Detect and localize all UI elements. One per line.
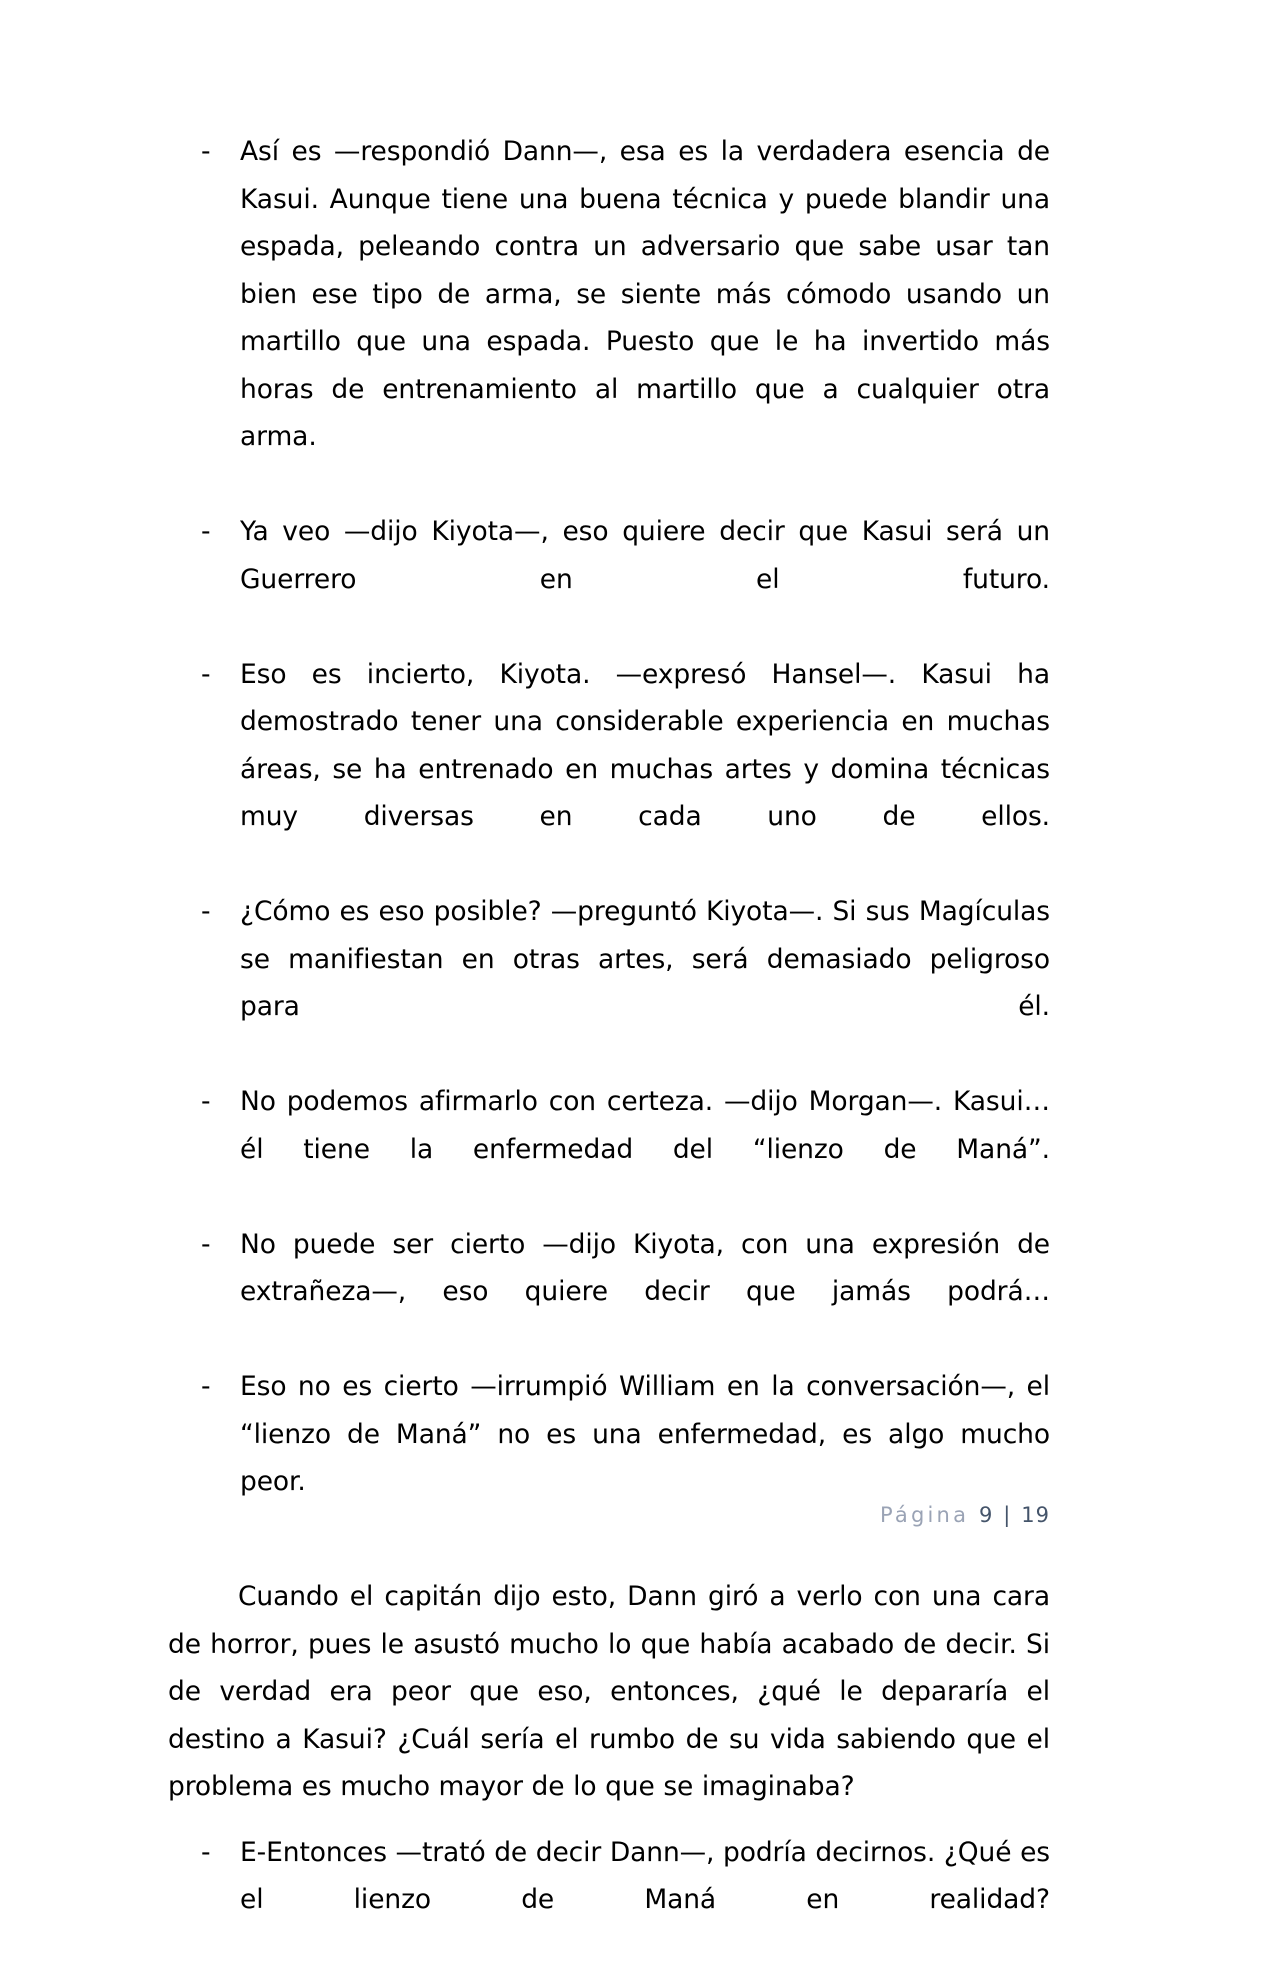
page-footer — [168, 1500, 1050, 1530]
footer-label: Página — [880, 1503, 969, 1527]
dialogue-text: E-Entonces —trató de decir Dann—, podría decirnos. ¿Qué es el lienzo de Maná en realidad? — [240, 1829, 1050, 1971]
list-item — [168, 888, 1050, 1078]
narrative-block — [168, 1573, 1050, 1811]
dialogue-text: Ya veo —dijo Kiyota—, eso quiere decir que Kasui será un Guerrero en el futuro. — [240, 508, 1050, 651]
dialogue-text: Así es —respondió Dann—, esa es la verdadera esencia de Kasui. Aunque tiene una buena técnica y puede blandir una espada, peleando contra un adversario que sabe usar tan bien ese tipo de arma, se siente más cómodo usando un martillo que una espada. Puesto que le ha invertido más horas de entrenamiento al martillo que a cualquier otra arma. — [240, 128, 1050, 508]
bullet-dash: - — [201, 128, 210, 176]
page-content — [168, 128, 1050, 1971]
paragraph: Cuando el capitán dijo esto, Dann giró a verlo con una cara de horror, pues le asustó mucho lo que había acabado de decir. Si de verdad era peor que eso, entonces, ¿qué le depararía el destino a Kasui? ¿Cuál sería el rumbo de su vida sabiendo que el problema es mucho mayor de lo que se imaginaba? — [168, 1573, 1050, 1811]
dialogue-list — [168, 128, 1050, 1553]
footer-current-page: 9 — [979, 1503, 993, 1527]
bullet-dash: - — [201, 1221, 210, 1269]
dialogue-text: Eso no es cierto —irrumpió William en la conversación—, el “lienzo de Maná” no es una enfermedad, es algo mucho peor. — [240, 1363, 1050, 1553]
list-item — [168, 1221, 1050, 1364]
list-item — [168, 1829, 1050, 1971]
list-item — [168, 128, 1050, 508]
list-item — [168, 508, 1050, 651]
bullet-dash: - — [201, 1363, 210, 1411]
footer-total-pages: 19 — [1021, 1503, 1050, 1527]
list-item — [168, 651, 1050, 889]
footer-separator: | — [1003, 1503, 1011, 1527]
dialogue-text: No podemos afirmarlo con certeza. —dijo Morgan—. Kasui… él tiene la enfermedad del “lienzo de Maná”. — [240, 1078, 1050, 1221]
dialogue-text: Eso es incierto, Kiyota. —expresó Hansel—. Kasui ha demostrado tener una considerable experiencia en muchas áreas, se ha entrenado en muchas artes y domina técnicas muy diversas en cada uno de ellos. — [240, 651, 1050, 889]
dialogue-text: ¿Cómo es eso posible? —preguntó Kiyota—. Si sus Magículas se manifiestan en otras artes, será demasiado peligroso para él. — [240, 888, 1050, 1078]
bullet-dash: - — [201, 1829, 210, 1877]
list-item — [168, 1078, 1050, 1221]
dialogue-text: No puede ser cierto —dijo Kiyota, con una expresión de extrañeza—, eso quiere decir que jamás podrá… — [240, 1221, 1050, 1364]
bullet-dash: - — [201, 888, 210, 936]
bullet-dash: - — [201, 651, 210, 699]
closing-dialogue-list — [168, 1829, 1050, 1971]
bullet-dash: - — [201, 1078, 210, 1126]
bullet-dash: - — [201, 508, 210, 556]
